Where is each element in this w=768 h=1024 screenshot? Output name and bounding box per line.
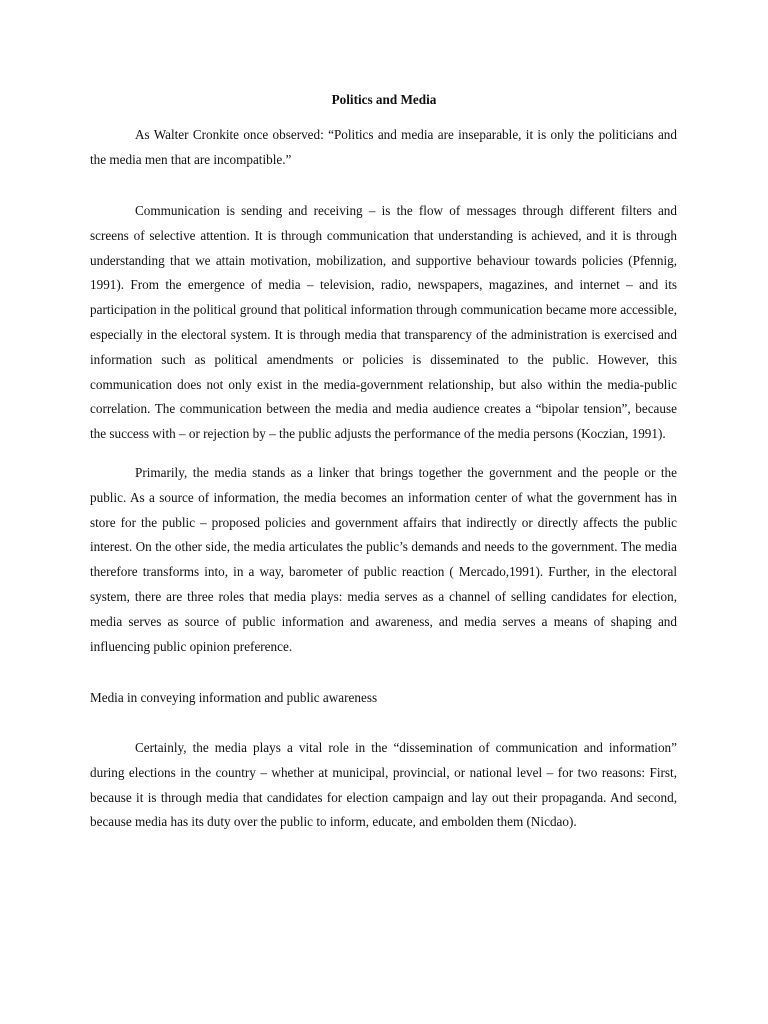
paragraph-cronkite-quote: As Walter Cronkite once observed: “Politics and media are inseparable, it is only the politicians and the media men that are incompatible.” <box>90 127 677 167</box>
document-title: Politics and Media <box>331 92 437 107</box>
paragraph-communication: Communication is sending and receiving – is the flow of messages through different filters and screens of selective attention. It is through communication that understanding is achieved, and it is through understanding that we attain motivation, mobilization, and supportive behaviour towards policies (Pfennig, 1991). From the emergence of media – television, radio, newspapers, magazines, and internet – and its participation in the political ground that political information through communication became more accessible, especially in the electoral system. It is through media that transparency of the administration is exercised and information such as political amendments or policies is disseminated to the public. However, this communication does not only exist in the media-government relationship, but also within the media-public correlation. The communication between the media and media audience creates a “bipolar tension”, because the success with – or rejection by – the public adjusts the performance of the media persons (Koczian, 1991). <box>90 203 677 442</box>
paragraph-media-linker: Primarily, the media stands as a linker that brings together the government and the people or the public. As a source of information, the media becomes an information center of what the government has in store for the public – proposed policies and government affairs that indirectly or directly affects the public interest. On the other side, the media articulates the public’s demands and needs to the government. The media therefore transforms into, in a way, barometer of public reaction ( Mercado,1991). Further, in the electoral system, there are three roles that media plays: media serves as a channel of selling candidates for election, media serves as source of public information and awareness, and media serves a means of shaping and influencing public opinion preference. <box>90 465 677 654</box>
section-heading: Media in conveying information and public awareness <box>90 690 378 705</box>
paragraph-dissemination: Certainly, the media plays a vital role in the “dissemination of communication and information” during elections in the country – whether at municipal, provincial, or national level – for two reasons: First, because it is through media that candidates for election campaign and lay out their propaganda. And second, because media has its duty over the public to inform, educate, and embolden them (Nicdao). <box>90 740 677 830</box>
